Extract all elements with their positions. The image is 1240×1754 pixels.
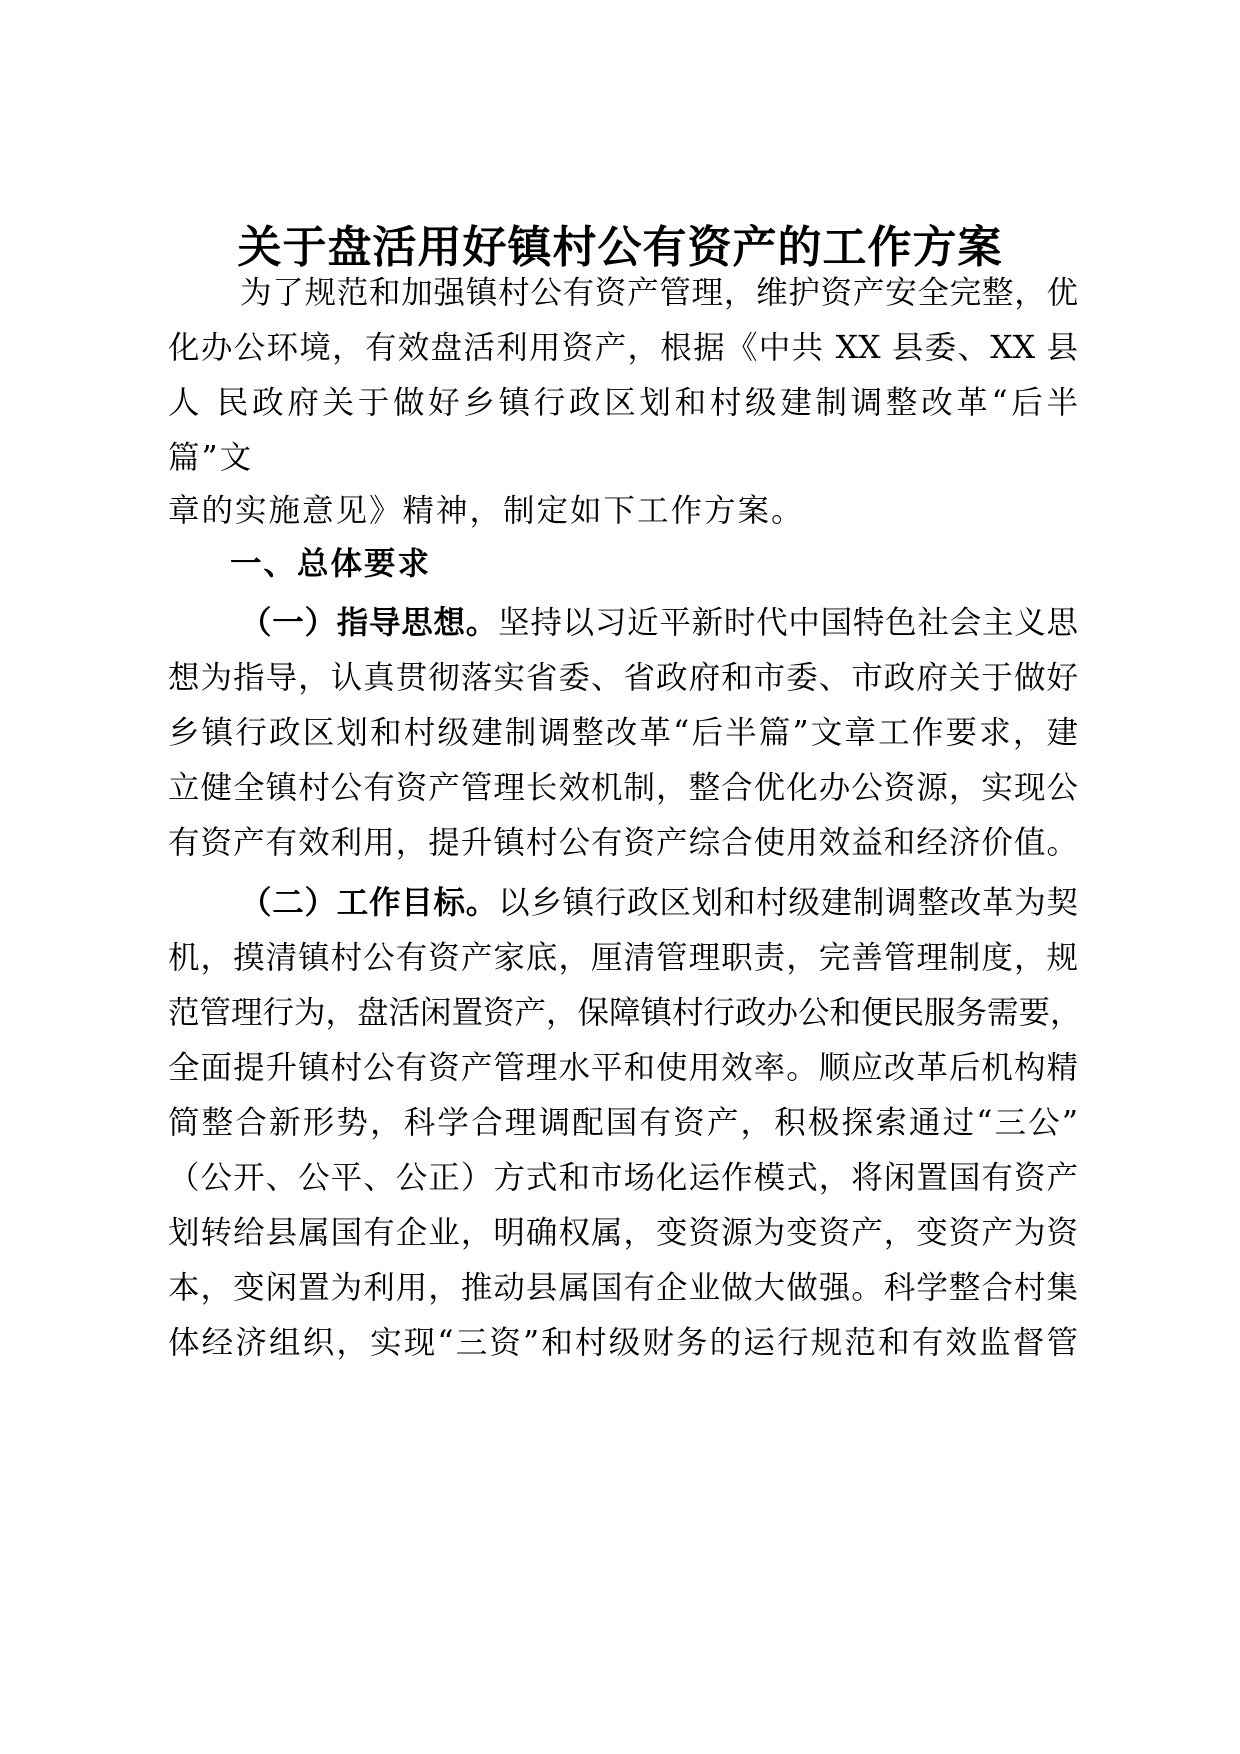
intro-line-4: 篇”文 [168,440,254,476]
paragraph-1-lead: （一）指导思想。 [240,605,499,641]
paragraph-1-line-3: 乡镇行政区划和村级建制调整改革“后半篇”文章工作要求，建 [168,715,1078,751]
paragraph-2-line-8: 本，变闲置为利用，推动县属国有企业做大做强。科学整合村集 [168,1270,1078,1306]
paragraph-1-line-4: 立健全镇村公有资产管理长效机制，整合优化办公资源，实现公 [168,770,1078,806]
paragraph-1-line-1 [240,598,1078,648]
intro-line-2: 化办公环境，有效盘活利用资产，根据《中共 XX 县委、XX 县 [168,330,1078,366]
paragraph-1-line-2: 想为指导，认真贯彻落实省委、省政府和市委、市政府关于做好 [168,660,1078,696]
paragraph-2-line-1 [240,878,1078,928]
paragraph-2-line-6: （公开、公平、公正）方式和市场化运作模式，将闲置国有资产 [168,1160,1078,1196]
section-heading-1: 一、总体要求 [230,546,432,582]
paragraph-2-line-7: 划转给县属国有企业，明确权属，变资源为变资产，变资产为资 [168,1215,1078,1251]
intro-line-5: 章的实施意见》精神，制定如下工作方案。 [168,493,805,529]
paragraph-2-line-4: 全面提升镇村公有资产管理水平和使用效率。顺应改革后机构精 [168,1050,1078,1086]
paragraph-2-line-3: 范管理行为，盘活闲置资产，保障镇村行政办公和便民服务需要， [168,995,1082,1031]
intro-line-3: 人 民政府关于做好乡镇行政区划和村级建制调整改革“后半 [168,385,1078,421]
intro-line-1: 为了规范和加强镇村公有资产管理，维护资产安全完整，优 [240,275,1078,311]
paragraph-2-line-2: 机，摸清镇村公有资产家底，厘清管理职责，完善管理制度，规 [168,940,1078,976]
paragraph-2-line-5: 简整合新形势，科学合理调配国有资产，积极探索通过“三公” [168,1105,1078,1141]
paragraph-1-line-5: 有资产有效利用，提升镇村公有资产综合使用效益和经济价值。 [168,825,1078,861]
paragraph-2-first-text: 以乡镇行政区划和村级建制调整改革为契 [498,885,1078,921]
paragraph-1-first-text: 坚持以习近平新时代中国特色社会主义思 [498,605,1078,641]
paragraph-2-lead: （二）工作目标。 [240,885,499,921]
paragraph-2-line-9: 体经济组织，实现“三资”和村级财务的运行规范和有效监督管 [168,1325,1078,1361]
document-title: 关于盘活用好镇村公有资产的工作方案 [237,222,1003,273]
